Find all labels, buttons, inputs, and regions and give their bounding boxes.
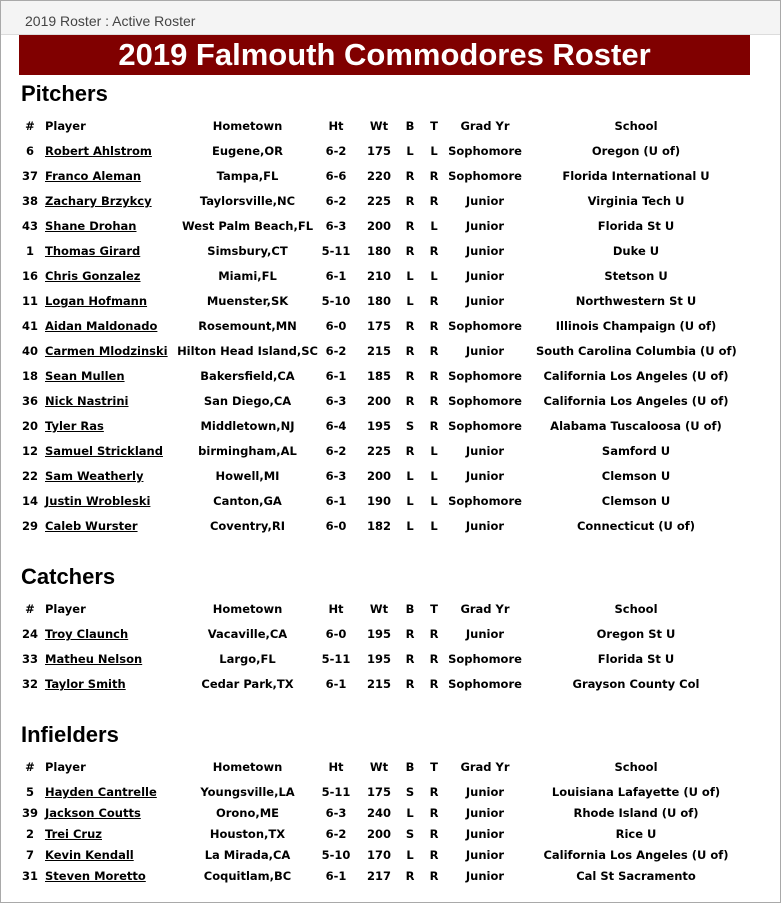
column-header-grad: Grad Yr — [460, 760, 510, 774]
cell-t: R — [429, 848, 439, 862]
cell-t: R — [429, 169, 439, 183]
player-link[interactable]: Thomas Girard — [45, 244, 141, 258]
cell-b: L — [406, 469, 414, 483]
player-link[interactable]: Trei Cruz — [45, 827, 102, 841]
cell-hometown: Middletown,NJ — [200, 419, 295, 433]
cell-hometown: Eugene,OR — [211, 144, 284, 158]
roster-banner: 2019 Falmouth Commodores Roster — [19, 35, 750, 75]
player-link[interactable]: Franco Aleman — [45, 169, 142, 183]
column-header-school: School — [614, 760, 658, 774]
window-title: 2019 Roster : Active Roster — [25, 13, 196, 29]
table-row — [0, 165, 760, 187]
cell-wt: 170 — [366, 848, 391, 862]
cell-ht: 6-3 — [325, 469, 347, 483]
column-header-wt: Wt — [369, 760, 389, 774]
column-header-b: B — [405, 760, 415, 774]
cell-wt: 225 — [366, 444, 391, 458]
section-title-infielders: Infielders — [21, 722, 119, 747]
cell-wt: 225 — [366, 194, 391, 208]
cell-ht: 6-0 — [325, 519, 347, 533]
cell-t: R — [429, 319, 439, 333]
cell-hometown: Simsbury,CT — [207, 244, 288, 258]
cell-grad: Junior — [465, 344, 505, 358]
cell-t: R — [429, 785, 439, 799]
player-link[interactable]: Chris Gonzalez — [45, 269, 141, 283]
cell-num: 5 — [25, 785, 34, 799]
cell-wt: 215 — [366, 344, 391, 358]
table-row — [0, 415, 760, 437]
table-row — [0, 440, 760, 462]
column-header-t: T — [430, 602, 438, 616]
player-link[interactable]: Caleb Wurster — [45, 519, 138, 533]
column-header-b: B — [405, 602, 415, 616]
cell-grad: Sophomore — [448, 494, 522, 508]
player-link[interactable]: Tyler Ras — [45, 419, 104, 433]
cell-num: 32 — [21, 677, 38, 691]
cell-wt: 217 — [366, 869, 391, 883]
cell-num: 43 — [21, 219, 38, 233]
column-header-t: T — [430, 119, 438, 133]
column-header-hometown: Hometown — [212, 119, 283, 133]
cell-school: California Los Angeles (U of) — [543, 369, 729, 383]
cell-hometown: birmingham,AL — [198, 444, 297, 458]
cell-grad: Junior — [465, 469, 505, 483]
cell-school: Florida St U — [597, 219, 675, 233]
table-row — [0, 781, 760, 803]
section-title-catchers: Catchers — [21, 564, 116, 589]
player-link[interactable]: Hayden Cantrelle — [45, 785, 157, 799]
cell-t: R — [429, 652, 439, 666]
cell-num: 38 — [21, 194, 38, 208]
cell-b: L — [406, 848, 414, 862]
cell-b: S — [405, 827, 415, 841]
cell-wt: 190 — [366, 494, 391, 508]
cell-b: L — [406, 494, 414, 508]
cell-ht: 5-11 — [321, 652, 351, 666]
cell-t: L — [430, 519, 438, 533]
cell-grad: Junior — [465, 294, 505, 308]
player-link[interactable]: Sean Mullen — [45, 369, 125, 383]
cell-ht: 6-2 — [325, 144, 347, 158]
cell-hometown: Tampa,FL — [216, 169, 279, 183]
cell-school: Oregon (U of) — [591, 144, 681, 158]
cell-num: 12 — [21, 444, 38, 458]
cell-grad: Junior — [465, 848, 505, 862]
cell-school: Clemson U — [601, 469, 671, 483]
cell-hometown: San Diego,CA — [203, 394, 292, 408]
cell-school: Duke U — [612, 244, 660, 258]
column-header-ht: Ht — [328, 119, 344, 133]
cell-b: R — [405, 444, 415, 458]
cell-num: 40 — [21, 344, 38, 358]
column-header-player: Player — [45, 760, 86, 774]
column-header-num: # — [25, 119, 35, 133]
cell-b: R — [405, 394, 415, 408]
cell-school: Northwestern St U — [575, 294, 697, 308]
cell-wt: 175 — [366, 785, 391, 799]
cell-b: L — [406, 269, 414, 283]
cell-b: R — [405, 319, 415, 333]
cell-school: Louisiana Lafayette (U of) — [551, 785, 721, 799]
cell-wt: 220 — [366, 169, 391, 183]
cell-ht: 6-1 — [325, 369, 347, 383]
table-row — [0, 240, 760, 262]
cell-hometown: Howell,MI — [215, 469, 280, 483]
cell-hometown: Youngsville,LA — [200, 785, 295, 799]
cell-b: L — [406, 294, 414, 308]
player-link[interactable]: Nick Nastrini — [45, 394, 129, 408]
cell-num: 18 — [21, 369, 38, 383]
table-row — [0, 340, 760, 362]
cell-num: 31 — [21, 869, 38, 883]
cell-wt: 215 — [366, 677, 391, 691]
player-link[interactable]: Sam Weatherly — [45, 469, 144, 483]
section-title-pitchers: Pitchers — [21, 81, 108, 106]
cell-grad: Junior — [465, 244, 505, 258]
cell-grad: Sophomore — [448, 394, 522, 408]
table-header-row — [0, 115, 760, 137]
table-row — [0, 844, 760, 866]
cell-b: L — [406, 806, 414, 820]
cell-t: R — [429, 419, 439, 433]
cell-num: 16 — [21, 269, 38, 283]
column-header-wt: Wt — [369, 602, 389, 616]
cell-wt: 210 — [366, 269, 391, 283]
column-header-t: T — [430, 760, 438, 774]
cell-grad: Sophomore — [448, 169, 522, 183]
cell-school: Florida St U — [597, 652, 675, 666]
column-header-ht: Ht — [328, 760, 344, 774]
cell-school: Clemson U — [601, 494, 671, 508]
cell-grad: Junior — [465, 806, 505, 820]
cell-school: Alabama Tuscaloosa (U of) — [550, 419, 722, 433]
player-link[interactable]: Shane Drohan — [45, 219, 137, 233]
cell-ht: 6-3 — [325, 394, 347, 408]
cell-num: 37 — [21, 169, 38, 183]
table-row — [0, 865, 760, 887]
cell-school: California Los Angeles (U of) — [543, 848, 729, 862]
cell-num: 1 — [25, 244, 34, 258]
cell-school: Rice U — [615, 827, 657, 841]
column-header-num: # — [25, 760, 35, 774]
cell-ht: 5-10 — [321, 848, 351, 862]
cell-school: South Carolina Columbia (U of) — [536, 344, 737, 358]
cell-wt: 240 — [366, 806, 391, 820]
cell-grad: Sophomore — [448, 419, 522, 433]
cell-school: Rhode Island (U of) — [573, 806, 699, 820]
column-header-hometown: Hometown — [212, 602, 283, 616]
cell-school: Samford U — [601, 444, 671, 458]
table-row — [0, 140, 760, 162]
cell-grad: Junior — [465, 269, 505, 283]
cell-wt: 185 — [366, 369, 391, 383]
cell-grad: Junior — [465, 627, 505, 641]
cell-ht: 5-11 — [321, 785, 351, 799]
cell-ht: 6-0 — [325, 319, 347, 333]
player-link[interactable]: Matheu Nelson — [45, 652, 143, 666]
cell-school: Connecticut (U of) — [576, 519, 696, 533]
table-row — [0, 823, 760, 845]
cell-b: L — [406, 519, 414, 533]
column-header-wt: Wt — [369, 119, 389, 133]
column-header-ht: Ht — [328, 602, 344, 616]
cell-hometown: La Mirada,CA — [204, 848, 291, 862]
player-link[interactable]: Carmen Mlodzinski — [45, 344, 168, 358]
cell-grad: Sophomore — [448, 369, 522, 383]
cell-ht: 6-2 — [325, 827, 347, 841]
column-header-player: Player — [45, 119, 86, 133]
cell-hometown: Taylorsville,NC — [199, 194, 296, 208]
player-link[interactable]: Samuel Strickland — [45, 444, 163, 458]
cell-grad: Junior — [465, 219, 505, 233]
cell-num: 29 — [21, 519, 38, 533]
cell-ht: 6-6 — [325, 169, 347, 183]
cell-hometown: Vacaville,CA — [207, 627, 288, 641]
cell-ht: 6-3 — [325, 806, 347, 820]
cell-grad: Sophomore — [448, 677, 522, 691]
cell-hometown: Miami,FL — [218, 269, 277, 283]
cell-t: R — [429, 869, 439, 883]
player-link[interactable]: Kevin Kendall — [45, 848, 134, 862]
column-header-player: Player — [45, 602, 86, 616]
cell-num: 24 — [21, 627, 38, 641]
cell-t: R — [429, 827, 439, 841]
cell-grad: Junior — [465, 444, 505, 458]
cell-ht: 5-10 — [321, 294, 351, 308]
cell-hometown: Rosemount,MN — [198, 319, 297, 333]
cell-b: L — [406, 144, 414, 158]
player-link[interactable]: Justin Wrobleski — [45, 494, 151, 508]
table-row — [0, 215, 760, 237]
table-row — [0, 648, 760, 670]
player-link[interactable]: Troy Claunch — [45, 627, 129, 641]
cell-school: Oregon St U — [596, 627, 676, 641]
cell-b: S — [405, 419, 415, 433]
cell-b: S — [405, 785, 415, 799]
cell-grad: Sophomore — [448, 319, 522, 333]
cell-school: Grayson County Col — [572, 677, 700, 691]
cell-num: 2 — [25, 827, 34, 841]
table-row — [0, 290, 760, 312]
cell-wt: 180 — [366, 244, 391, 258]
cell-hometown: Bakersfield,CA — [200, 369, 295, 383]
cell-school: Stetson U — [604, 269, 668, 283]
cell-wt: 195 — [366, 627, 391, 641]
cell-ht: 6-2 — [325, 444, 347, 458]
cell-t: L — [430, 144, 438, 158]
column-header-grad: Grad Yr — [460, 602, 510, 616]
cell-num: 22 — [21, 469, 38, 483]
player-link[interactable]: Logan Hofmann — [45, 294, 148, 308]
cell-t: L — [430, 494, 438, 508]
cell-hometown: Orono,ME — [215, 806, 280, 820]
table-row — [0, 465, 760, 487]
cell-ht: 6-4 — [325, 419, 347, 433]
cell-wt: 175 — [366, 144, 391, 158]
cell-hometown: Houston,TX — [209, 827, 286, 841]
cell-t: R — [429, 244, 439, 258]
cell-ht: 6-1 — [325, 869, 347, 883]
cell-hometown: Muenster,SK — [206, 294, 289, 308]
cell-ht: 6-1 — [325, 494, 347, 508]
cell-hometown: Largo,FL — [219, 652, 276, 666]
player-link[interactable]: Aidan Maldonado — [45, 319, 158, 333]
cell-t: R — [429, 369, 439, 383]
cell-grad: Sophomore — [448, 652, 522, 666]
player-link[interactable]: Jackson Coutts — [45, 806, 141, 820]
cell-num: 36 — [21, 394, 38, 408]
cell-t: R — [429, 806, 439, 820]
cell-wt: 195 — [366, 652, 391, 666]
cell-num: 6 — [25, 144, 34, 158]
cell-grad: Junior — [465, 519, 505, 533]
cell-school: Cal St Sacramento — [576, 869, 696, 883]
cell-hometown: Hilton Head Island,SC — [177, 344, 318, 358]
cell-t: L — [430, 219, 438, 233]
player-link[interactable]: Taylor Smith — [45, 677, 126, 691]
table-header-row — [0, 756, 760, 778]
cell-t: L — [430, 444, 438, 458]
cell-school: Illinois Champaign (U of) — [555, 319, 717, 333]
cell-wt: 200 — [366, 394, 391, 408]
cell-ht: 6-2 — [325, 344, 347, 358]
column-header-school: School — [614, 119, 658, 133]
cell-b: R — [405, 194, 415, 208]
cell-hometown: Coquitlam,BC — [203, 869, 292, 883]
table-row — [0, 802, 760, 824]
table-row — [0, 623, 760, 645]
cell-school: Virginia Tech U — [587, 194, 685, 208]
cell-wt: 175 — [366, 319, 391, 333]
cell-t: R — [429, 677, 439, 691]
cell-grad: Junior — [465, 194, 505, 208]
cell-num: 39 — [21, 806, 38, 820]
cell-num: 41 — [21, 319, 38, 333]
column-header-b: B — [405, 119, 415, 133]
cell-b: R — [405, 652, 415, 666]
cell-b: R — [405, 219, 415, 233]
cell-num: 11 — [21, 294, 38, 308]
cell-wt: 200 — [366, 469, 391, 483]
cell-wt: 182 — [366, 519, 391, 533]
cell-hometown: Coventry,RI — [209, 519, 286, 533]
cell-ht: 5-11 — [321, 244, 351, 258]
cell-wt: 195 — [366, 419, 391, 433]
cell-t: R — [429, 344, 439, 358]
player-link[interactable]: Robert Ahlstrom — [45, 144, 152, 158]
cell-num: 33 — [21, 652, 38, 666]
column-header-grad: Grad Yr — [460, 119, 510, 133]
cell-b: R — [405, 677, 415, 691]
table-row — [0, 265, 760, 287]
cell-b: R — [405, 244, 415, 258]
cell-t: R — [429, 294, 439, 308]
cell-t: R — [429, 394, 439, 408]
cell-t: L — [430, 469, 438, 483]
cell-ht: 6-3 — [325, 219, 347, 233]
cell-school: Florida International U — [562, 169, 710, 183]
cell-school: California Los Angeles (U of) — [543, 394, 729, 408]
table-row — [0, 315, 760, 337]
cell-t: R — [429, 627, 439, 641]
cell-wt: 200 — [366, 827, 391, 841]
cell-hometown: West Palm Beach,FL — [181, 219, 314, 233]
column-header-hometown: Hometown — [212, 760, 283, 774]
cell-num: 7 — [25, 848, 34, 862]
cell-ht: 6-1 — [325, 269, 347, 283]
cell-grad: Junior — [465, 827, 505, 841]
column-header-num: # — [25, 602, 35, 616]
cell-hometown: Cedar Park,TX — [201, 677, 294, 691]
player-link[interactable]: Zachary Brzykcy — [45, 194, 152, 208]
table-row — [0, 673, 760, 695]
player-link[interactable]: Steven Moretto — [45, 869, 146, 883]
cell-b: R — [405, 369, 415, 383]
cell-b: R — [405, 627, 415, 641]
column-header-school: School — [614, 602, 658, 616]
table-header-row — [0, 598, 760, 620]
window-titlebar — [1, 1, 780, 35]
cell-ht: 6-0 — [325, 627, 347, 641]
cell-grad: Sophomore — [448, 144, 522, 158]
cell-grad: Junior — [465, 869, 505, 883]
cell-b: R — [405, 169, 415, 183]
table-row — [0, 490, 760, 512]
cell-num: 14 — [21, 494, 38, 508]
table-row — [0, 190, 760, 212]
cell-wt: 200 — [366, 219, 391, 233]
cell-ht: 6-1 — [325, 677, 347, 691]
cell-grad: Junior — [465, 785, 505, 799]
table-row — [0, 390, 760, 412]
cell-hometown: Canton,GA — [213, 494, 282, 508]
cell-b: R — [405, 869, 415, 883]
cell-t: R — [429, 194, 439, 208]
table-row — [0, 515, 760, 537]
cell-wt: 180 — [366, 294, 391, 308]
cell-b: R — [405, 344, 415, 358]
cell-t: L — [430, 269, 438, 283]
table-row — [0, 365, 760, 387]
cell-num: 20 — [21, 419, 38, 433]
cell-ht: 6-2 — [325, 194, 347, 208]
